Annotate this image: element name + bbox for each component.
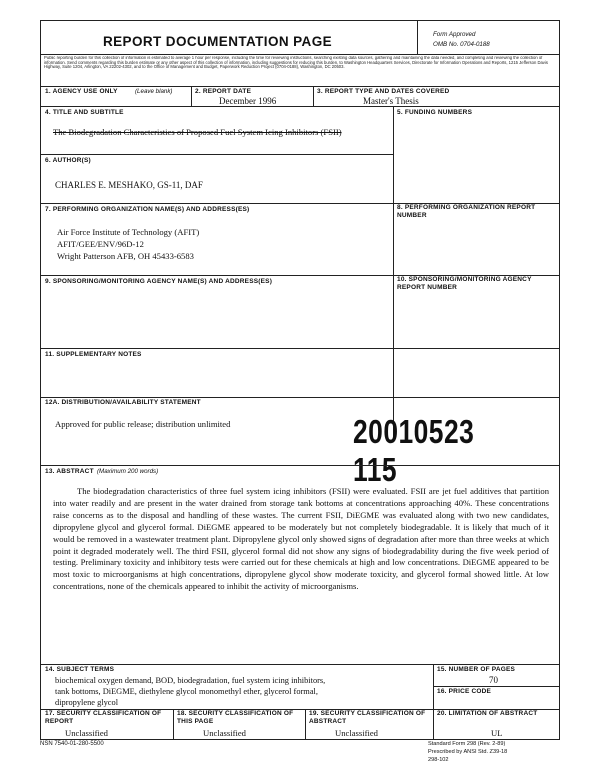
authors-label: 6. AUTHOR(S)	[45, 157, 91, 164]
class-abstract-label: 19. SECURITY CLASSIFICATION OF ABSTRACT	[309, 710, 426, 725]
report-title: The Biodegradation Characteristics of Proposed Fuel System Icing Inhibitors (FSII)	[53, 127, 342, 137]
agency-use-label: 1. AGENCY USE ONLY	[45, 88, 118, 95]
subject-terms-label: 14. SUBJECT TERMS	[45, 666, 115, 673]
supplementary-notes-label: 11. SUPPLEMENTARY NOTES	[45, 351, 142, 358]
limitation-label: 20. LIMITATION OF ABSTRACT	[437, 710, 538, 717]
performing-org-line-1: Air Force Institute of Technology (AFIT)	[57, 227, 200, 237]
accession-stamp-number: 20010523 115	[353, 413, 475, 488]
form-approved-note: Form Approved	[433, 31, 476, 38]
number-of-pages-value: 70	[489, 675, 498, 685]
sponsoring-agency-label: 9. SPONSORING/MONITORING AGENCY NAME(S) AND ADDRESS(ES)	[45, 278, 273, 285]
subject-terms-line-3: dipropylene glycol	[55, 698, 119, 707]
class-page-value: Unclassified	[203, 728, 246, 738]
abstract-label: 13. ABSTRACT	[45, 468, 94, 475]
class-page-label: 18. SECURITY CLASSIFICATION OF THIS PAGE	[177, 710, 294, 725]
prescribed-by: Prescribed by ANSI Std. Z39-18	[428, 749, 508, 755]
abstract-text: The biodegradation characteristics of three fuel system icing inhibitors (FSII) were evaluated. FSII are jet fuel additives that partition into water readily and are present in the water drained from storage tank bottoms at concentrations approaching 40%. These concentrations raise concerns as to the disposal and handling of these wastes. The current FSII, DiEGME was evaluated along with two new candidates, dipropylene glycol and glycerol formal. DiEGME appeared to be moderately but not completely biodegradable. It is likely that much of it would be removed in a wastewater treatment plant. Dipropylene glycol only showed signs of degradation after more than three weeks at which point it degraded moderately well. The third FSII, glycerol formal did not show any signs of biodegradability during the five week period of testing. Preliminary toxicity and inhibitory tests were carried out for these chemicals at high and low concentrations. DiEGME appeared to be most toxic to microorganisms at high concentrations, dipropylene glycol show moderate toxicity, and glycerol formal showed little. At low concentrations, none of the chemicals appeared to inhibit the activity of microorganisms.	[53, 486, 549, 592]
report-type-value: Master's Thesis	[363, 96, 419, 106]
performing-org-line-3: Wright Patterson AFB, OH 45433-6583	[57, 251, 194, 261]
title-subtitle-label: 4. TITLE AND SUBTITLE	[45, 109, 124, 116]
report-type-label: 3. REPORT TYPE AND DATES COVERED	[317, 88, 450, 95]
burden-statement: Public reporting burden for this collection of information is estimated to average 1 hour per response, including the time for reviewing instructions, searching existing data sources, gathering and maintaining the data needed, and completing and reviewing the collection of information. Send comments regarding this burden estimate or any other aspect of this collection of information, including suggestions for reducing this burden, to Washington Headquarters Services, Directorate for Information Operations and Reports, 1215 Jefferson Davis Highway, Suite 1204, Arlington, VA 22202-4302, and to the Office of Management and Budget, Paperwork Reduction Project (0704-0188), Washington, DC 20503.	[44, 56, 548, 70]
number-of-pages-label: 15. NUMBER OF PAGES	[437, 666, 516, 673]
sponsoring-report-number-label: 10. SPONSORING/MONITORING AGENCY REPORT NUMBER	[397, 276, 532, 291]
performing-org-label: 7. PERFORMING ORGANIZATION NAME(S) AND ADDRESS(ES)	[45, 206, 250, 213]
report-date-label: 2. REPORT DATE	[195, 88, 252, 95]
report-documentation-form	[40, 20, 560, 740]
author-name: CHARLES E. MESHAKO, GS-11, DAF	[55, 180, 203, 190]
distribution-label: 12A. DISTRIBUTION/AVAILABILITY STATEMENT	[45, 399, 201, 406]
class-report-value: Unclassified	[65, 728, 108, 738]
page-title: REPORT DOCUMENTATION PAGE	[103, 34, 332, 49]
omb-number: OMB No. 0704-0188	[433, 41, 490, 48]
performing-report-number-label: 8. PERFORMING ORGANIZATION REPORT NUMBER	[397, 204, 536, 219]
class-report-label: 17. SECURITY CLASSIFICATION OF REPORT	[45, 710, 162, 725]
distribution-statement: Approved for public release; distribution unlimited	[55, 419, 231, 429]
standard-form-number: Standard Form 298 (Rev. 2-89)	[428, 741, 506, 747]
class-abstract-value: Unclassified	[335, 728, 378, 738]
subject-terms-line-2: tank bottoms, DiEGME, diethylene glycol monomethyl ether, glycerol formal,	[55, 687, 318, 696]
nsn-number: NSN 7540-01-280-5500	[40, 741, 104, 747]
funding-numbers-label: 5. FUNDING NUMBERS	[397, 109, 473, 116]
form-code: 298-102	[428, 757, 449, 763]
price-code-label: 16. PRICE CODE	[437, 688, 492, 695]
performing-org-line-2: AFIT/GEE/ENV/96D-12	[57, 239, 144, 249]
limitation-value: UL	[491, 728, 503, 738]
subject-terms-line-1: biochemical oxygen demand, BOD, biodegradation, fuel system icing inhibitors,	[55, 676, 326, 685]
abstract-hint: (Maximum 200 words)	[97, 468, 159, 475]
agency-use-hint: (Leave blank)	[135, 88, 173, 95]
report-date-value: December 1996	[219, 96, 277, 106]
